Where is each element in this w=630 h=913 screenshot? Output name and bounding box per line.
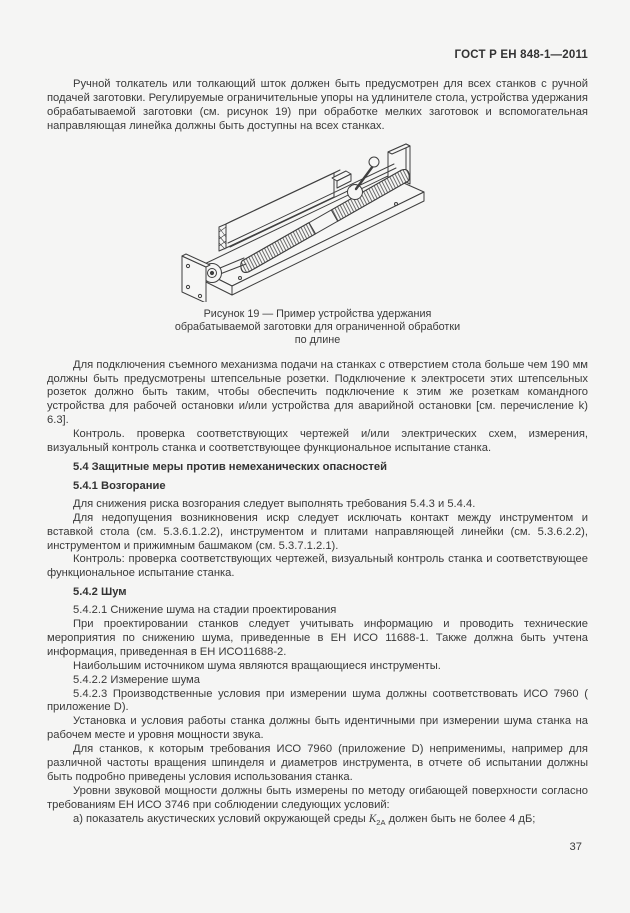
lever-ball-knob [369, 157, 379, 167]
section-heading-5-4: 5.4 Защитные меры против немеханических опасностей [73, 460, 387, 473]
paragraph: Уровни звуковой мощности должны быть измерены по методу огибающей поверхности согласно требованиям ЕН ИСО 3746 при соблюдении следующих условий: [47, 784, 588, 811]
paragraph: Наибольшим источником шума являются вращающиеся инструменты. [73, 659, 441, 672]
k2a-symbol: K [368, 812, 377, 825]
left-plate-hole-3 [198, 294, 201, 297]
k2a-subscript: 2A [376, 817, 386, 827]
paragraph: Для недопущения возникновения искр следует исключать контакт между инструментом и вставкой стола (см. 5.3.6.1.2.2), инструментом и плитами направляющей линейки (см. 5.3.6.2.2), инструментом и прижимным башмаком (см. 5.3.7.1.2.1). [47, 511, 588, 552]
list-item-a-text: а) показатель акустических условий окружающей среды [73, 812, 369, 825]
plate-hole-right [394, 202, 397, 205]
left-plate-hole-2 [186, 285, 189, 288]
figure-19 [47, 140, 588, 347]
plate-hole-left [238, 276, 241, 279]
paragraph: При проектировании станков следует учитывать информацию и проводить технические мероприятия по снижению шума, приведенные в ЕН ИСО 11688-1. Также должна быть учтена информация, приведенная в ЕН ИСО11688-2. [47, 618, 588, 658]
page-number: 37 [569, 840, 582, 853]
list-item-a [47, 813, 588, 830]
paragraph: Установка и условия работы станка должны быть идентичными при измерении шума станка на рабочем месте и уровня мощности звука. [47, 715, 588, 742]
paragraph: Контроль. проверка соответствующих чертежей и/или электрических схем, измерения, визуальный контроль станка и соответствующее функциональное испытание станка. [47, 428, 588, 455]
paragraph: Для станков, к которым требования ИСО 7960 (приложение D) неприменимы, например для различной частоты вращения шпинделя и диаметров инструмента, в отчете об испытании должны быть подробно приведены условия использования станка. [47, 743, 588, 783]
subclause-5-4-2-2: 5.4.2.2 Измерение шума [73, 673, 200, 686]
paragraph: Для подключения съемного механизма подачи на станках с отверстием стола больше чем 190 мм должны быть предусмотрены штепсельные розетки. Подключение к электросети этих штепсельных розеток должно быть таким, чтобы обеспечить подключение к этим же розеткам командного устройства для рабочей остановки и/или устройства для аварийной остановки [см. перечисление k) 6.3]. [47, 358, 588, 427]
section-heading-5-4-2: 5.4.2 Шум [73, 586, 127, 599]
figure-19-caption: Рисунок 19 — Пример устройства удержания обрабатываемой заготовки для ограниченной обработки по длине [174, 307, 461, 346]
list-item-a-text: должен быть не более 4 дБ; [385, 812, 536, 825]
figure-19-drawing [174, 140, 444, 302]
clamp-knob-center [210, 271, 213, 274]
paragraph: Контроль: проверка соответствующих чертежей, визуальный контроль станка и соответствующее функциональное испытание станка. [47, 553, 588, 580]
paragraph: Для снижения риска возгорания следует выполнять требования 5.4.3 и 5.4.4. [73, 497, 476, 510]
subclause-5-4-2-1: 5.4.2.1 Снижение шума на стадии проектирования [73, 604, 337, 617]
left-plate-hole-1 [186, 264, 189, 267]
subclause-5-4-2-3: 5.4.2.3 Производственные условия при измерении шума должны соответствовать ИСО 7960 ( приложение D). [47, 687, 588, 714]
paragraph-intro: Ручной толкатель или толкающий шток должен быть предусмотрен для всех станков с ручной подачей заготовки. Регулируемые ограничительные упоры на удлинителе стола, устройства удержания обрабатываемой заготовки (см. рисунок 19) при обработке мелких заготовок и вспомогательная направляющая линейка должны быть доступны на всех станках. [47, 78, 588, 132]
doc-code-header: ГОСТ Р ЕН 848-1—2011 [454, 49, 588, 61]
section-heading-5-4-1: 5.4.1 Возгорание [73, 479, 166, 492]
